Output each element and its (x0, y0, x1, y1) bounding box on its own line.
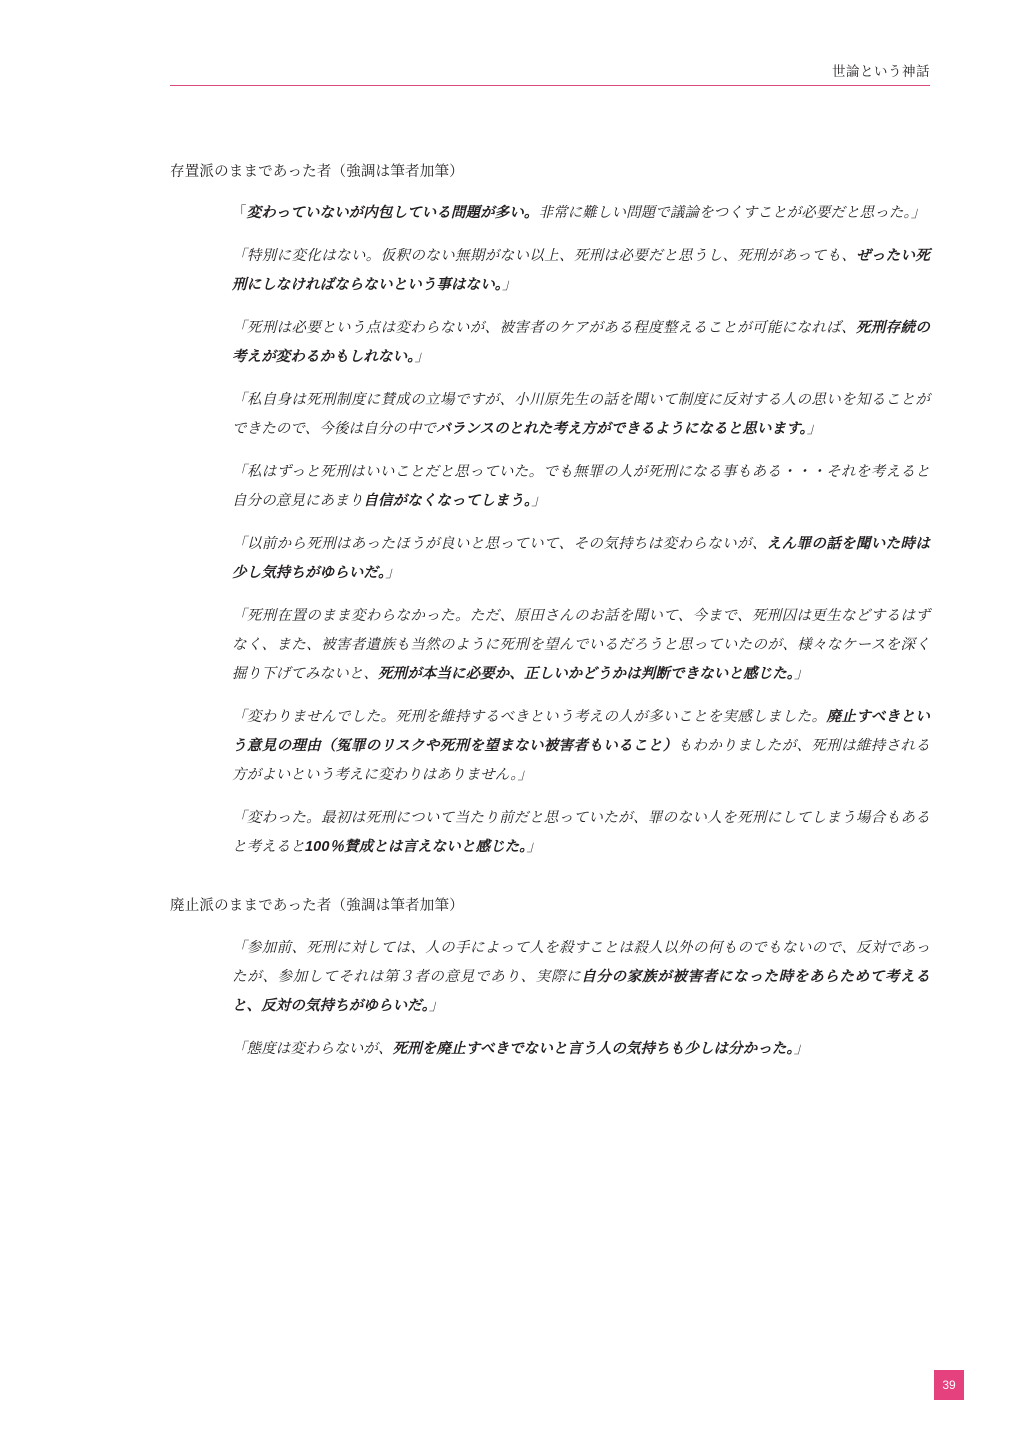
document-body (170, 160, 930, 1064)
quote-segment: 変わっていないが内包している問題が多い。 (246, 205, 539, 222)
quote-paragraph (170, 242, 930, 300)
quote-segment: 「態度は変わらないが、 (232, 1040, 393, 1057)
quote-segment: ぜったい死刑にしなければならないという事はない。 (232, 248, 930, 294)
header-divider (170, 85, 930, 86)
quote-paragraph (170, 199, 930, 228)
quote-segment: 「 (232, 205, 247, 222)
quote-segment: 「参加前、死刑に対しては、人の手によって人を殺すことは殺人以外の何ものでもないので、反対であったが、参加してそれは第３者の意見であり、実際に (232, 939, 930, 985)
quote-segment: バランスのとれた考え方ができるようになると思います。 (436, 421, 807, 438)
quote-segment: 」 (794, 666, 809, 683)
section-spacer (170, 876, 930, 894)
quote-segment: 」 (793, 1040, 809, 1057)
page-header (170, 60, 930, 92)
quote-segment: 100％賛成とは言えないと感じた。 (305, 839, 527, 856)
quote-paragraph (170, 934, 930, 1021)
quote-paragraph (170, 314, 930, 372)
quote-segment: 」 (531, 493, 546, 510)
quote-segment: 」 (385, 565, 400, 582)
quote-segment: 「変わった。最初は死刑について当たり前だと思っていたが、罪のない人を死刑にしてしまう場合もあると考えると (232, 810, 930, 856)
quote-segment: 」 (429, 997, 444, 1014)
quote-segment: 「以前から死刑はあったほうが良いと思っていて、その気持ちは変わらないが、 (232, 536, 767, 553)
section-heading: 廃止派のままであった者（強調は筆者加筆） (170, 898, 464, 915)
quote-segment: 「死刑在置のまま変わらなかった。ただ、原田さんのお話を聞いて、今まで、死刑囚は更生などするはずなく、また、被害者遺族も当然のように死刑を望んでいるだろうと思っていたのが、様々なケースを深く掘り下げてみないと、 (232, 608, 930, 683)
quote-paragraph (170, 703, 930, 790)
quote-segment: 死刑存続の考えが変わるかもしれない。 (232, 320, 930, 366)
quote-segment: 」 (806, 421, 822, 438)
quote-paragraph (170, 602, 930, 689)
quote-segment: 」 (414, 349, 430, 366)
quote-paragraph (170, 530, 930, 588)
quote-paragraph (170, 458, 930, 516)
quote-paragraph (170, 804, 930, 862)
page-number-badge: 39 (934, 1370, 964, 1400)
sections-container (170, 160, 930, 1064)
quote-segment: 「死刑は必要という点は変わらないが、被害者のケアがある程度整えることが可能になれば、 (232, 320, 856, 337)
section-heading: 存置派のままであった者（強調は筆者加筆） (170, 164, 464, 180)
quote-segment: 「特別に変化はない。仮釈のない無期がない以上、死刑は必要だと思うし、死刑があっても、 (232, 248, 857, 265)
quote-segment: 非常に難しい問題で議論をつくすことが必要だと思った。」 (538, 205, 926, 222)
quote-segment: 自分の家族が被害者になった時をあらためて考えると、反対の気持ちがゆらいだ。 (232, 968, 930, 1014)
quote-segment: 死刑を廃止すべきでないと言う人の気持ちも少しは分かった。 (392, 1040, 794, 1057)
quote-segment: 」 (526, 839, 542, 856)
quote-segment: 「変わりませんでした。死刑を維持するべきという考えの人が多いことを実感しました。 (232, 709, 827, 726)
quote-paragraph (170, 1035, 930, 1064)
quote-segment: 「私自身は死刑制度に賛成の立場ですが、小川原先生の話を聞いて制度に反対する人の思いを知ることができたので、今後は自分の中で (232, 392, 930, 438)
quote-segment: 」 (502, 277, 517, 294)
running-head-title: 世論という神話 (832, 64, 930, 79)
quote-segment: 廃止すべきという意見の理由（冤罪のリスクや死刑を望まない被害者もいること） (232, 709, 930, 755)
quote-segment: もわかりましたが、死刑は維持される方がよいという考えに変わりはありません。」 (232, 738, 930, 784)
quote-segment: 「私はずっと死刑はいいことだと思っていた。でも無罪の人が死刑になる事もある・・・それを考えると自分の意見にあまり (232, 464, 930, 510)
quote-paragraph (170, 386, 930, 444)
quote-segment: 死刑が本当に必要か、正しいかどうかは判断できないと感じた。 (378, 666, 795, 683)
quote-segment: えん罪の話を聞いた時は少し気持ちがゆらいだ。 (232, 536, 930, 582)
quote-segment: 自信がなくなってしまう。 (363, 493, 532, 510)
